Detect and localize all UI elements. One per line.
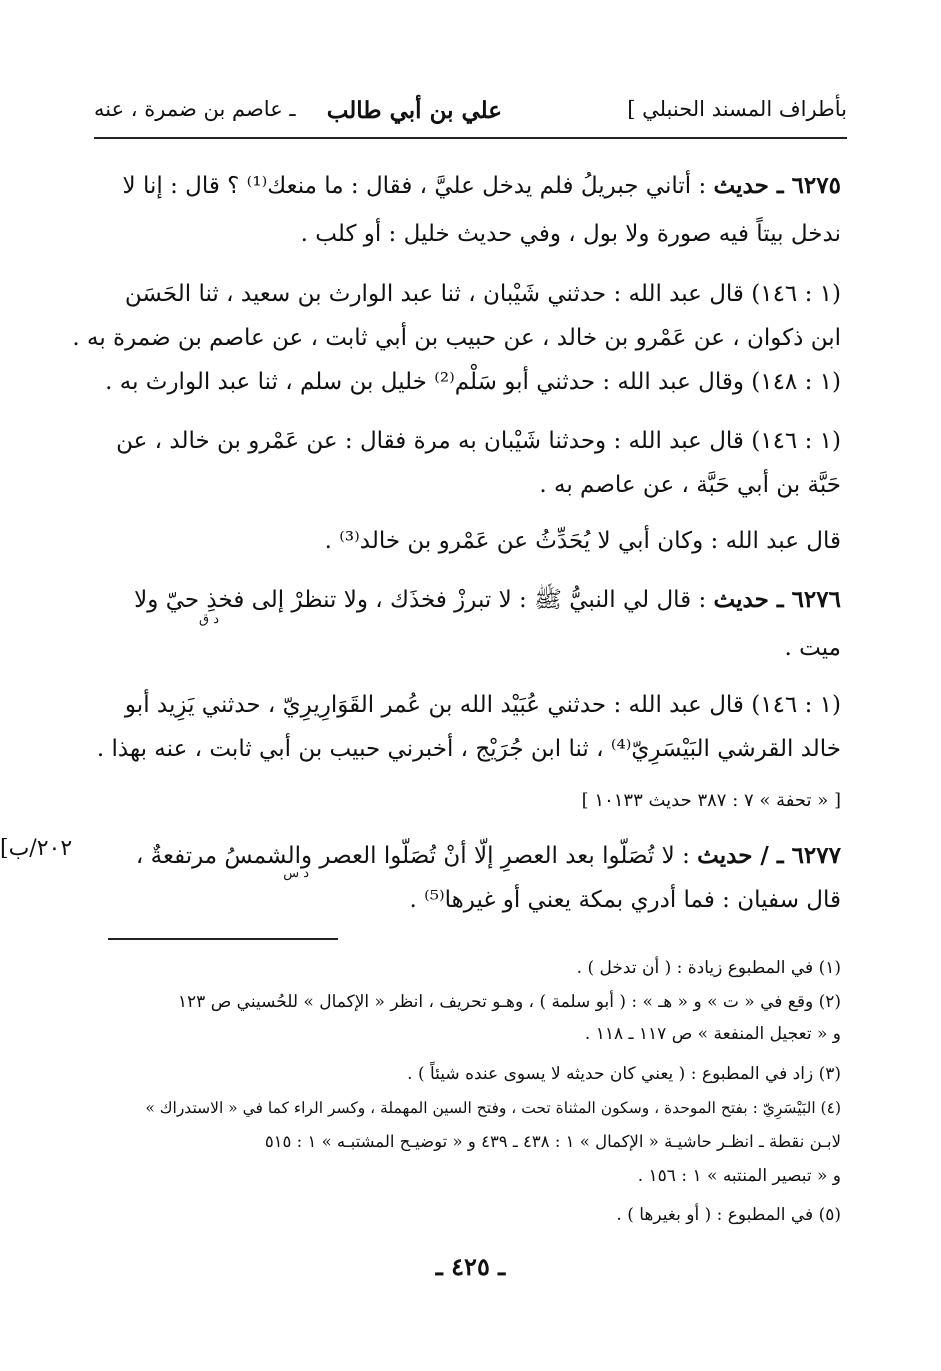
isnad-3-line-1: قال عبد الله : وكان أبي لا يُحَدِّثُ عن عَمْرو بن خالد⁽³⁾ .	[324, 528, 841, 554]
hadith-6275-text: : أتاني جبريلُ فلم يدخل عليَّ ، فقال : ما منعك⁽¹⁾ ؟ قال : إنا لا	[122, 173, 707, 199]
isnad-1-line-3: (١ : ١٤٨) وقال عبد الله : حدثني أبو سَلْم⁽²⁾ خليل بن سلم ، ثنا عبد الوارث به .	[105, 369, 841, 395]
footnote-2-line-1: (٢) وقع في « ت » و « هـ » : ( أبو سلمة ) ، وهـو تحريف ، انظر « الإكمال » للحُسيني ص ١٢٣	[177, 992, 841, 1012]
hadith-6275-line-2: ندخل بيتاً فيه صورة ولا بول ، وفي حديث خليل : أو كلب .	[300, 221, 841, 247]
isnad-2-line-1: (١ : ١٤٦) قال عبد الله : وحدثنا شَيْبان به مرة فقال : عن عَمْرو بن خالد ، عن	[116, 428, 841, 454]
hadith-6275-number: ٦٢٧٥ ـ حديث	[713, 172, 841, 199]
header-section-title: ـ عاصم بن ضمرة ، عنه	[94, 97, 296, 121]
footnote-2-line-2: و « تعجيل المنفعة » ص ١١٧ ـ ١١٨ .	[584, 1024, 841, 1044]
isnad-2-line-2: حَبَّة بن أبي حَبَّة ، عن عاصم به .	[539, 472, 841, 498]
running-header	[94, 97, 847, 131]
hadith-6276-line-2: ميت .	[784, 635, 841, 661]
page-number: ـ ٤٢٥ ـ	[435, 1252, 506, 1281]
header-chapter-title: علي بن أبي طالب	[326, 97, 502, 124]
tuhfa-reference: [ « تحفة » ٧ : ٣٨٧ حديث ١٠١٣٣ ]	[581, 790, 841, 811]
isnad-4-line-2: خالد القرشي البَيْسَرِيّ⁽⁴⁾ ، ثنا ابن جُرَيْج ، أخبرني حبيب بن أبي ثابت ، عنه بهذا .	[96, 736, 841, 762]
hadith-6277-line-2: قال سفيان : فما أدري بمكة يعني أو غيرها⁽⁵⁾ .	[409, 887, 841, 913]
footnote-3: (٣) زاد في المطبوع : ( يعني كان حديثه لا يسوى عنده شيئاً ) .	[407, 1064, 841, 1084]
hadith-6276-text: : قال لي النبيُّ ﷺ : لا تبرزْ فخذَك ، ولا تنظرْ إلى فخذِ حيّ ولا	[134, 587, 707, 613]
hadith-6277-number: ٦٢٧٧ ـ / حديث	[697, 842, 841, 869]
isnad-1-line-1: (١ : ١٤٦) قال عبد الله : حدثني شَيْبان ، ثنا عبد الوارث بن سعيد ، ثنا الحَسَن	[124, 281, 841, 307]
margin-folio-ref: [٢٠٢/ب	[0, 836, 73, 861]
footnote-4-line-2: لابـن نقطة ـ انظـر حاشيـة « الإكمال » ١ : ٤٣٨ ـ ٤٣٩ و « توضيـح المشتبـه » ١ : ٥١٥	[264, 1132, 841, 1151]
hadith-6277-line-1	[100, 838, 841, 874]
hadith-6276-sigla: د ق	[198, 612, 219, 627]
footnote-1: (١) في المطبوع زيادة : ( أن تدخل ) .	[576, 958, 841, 978]
hadith-6275-line-1	[100, 168, 841, 204]
hadith-6277-sigla: د س	[283, 866, 309, 881]
isnad-1-line-2: ابن ذكوان ، عن عَمْرو بن خالد ، عن حبيب بن أبي ثابت ، عن عاصم بن ضمرة به .	[72, 325, 841, 351]
footnote-4-line-3: و « تبصير المنتبه » ١ : ١٥٦ .	[637, 1166, 841, 1186]
isnad-4-line-1: (١ : ١٤٦) قال عبد الله : حدثني عُبَيْد الله بن عُمر القَوَارِيرِيّ ، حدثني يَزِيد أبو	[124, 692, 841, 718]
header-book-title: بأطراف المسند الحنبلي ]	[627, 97, 847, 121]
footnote-5: (٥) في المطبوع : ( أو بغيرها ) .	[616, 1205, 841, 1225]
hadith-6277-text: : لا تُصَلّوا بعد العصرِ إلّا أنْ تُصَلّوا العصر والشمسُ مرتفعةٌ ،	[135, 843, 690, 869]
footnote-rule	[108, 938, 338, 940]
hadith-6276-number: ٦٢٧٦ ـ حديث	[713, 586, 841, 613]
header-rule	[94, 137, 847, 139]
footnote-4-line-1: (٤) البَيْسَرِيّ : بفتح الموحدة ، وسكون المثناة تحت ، وفتح السين المهملة ، وكسر الراء كما في « الاستدراك »	[145, 1099, 841, 1117]
